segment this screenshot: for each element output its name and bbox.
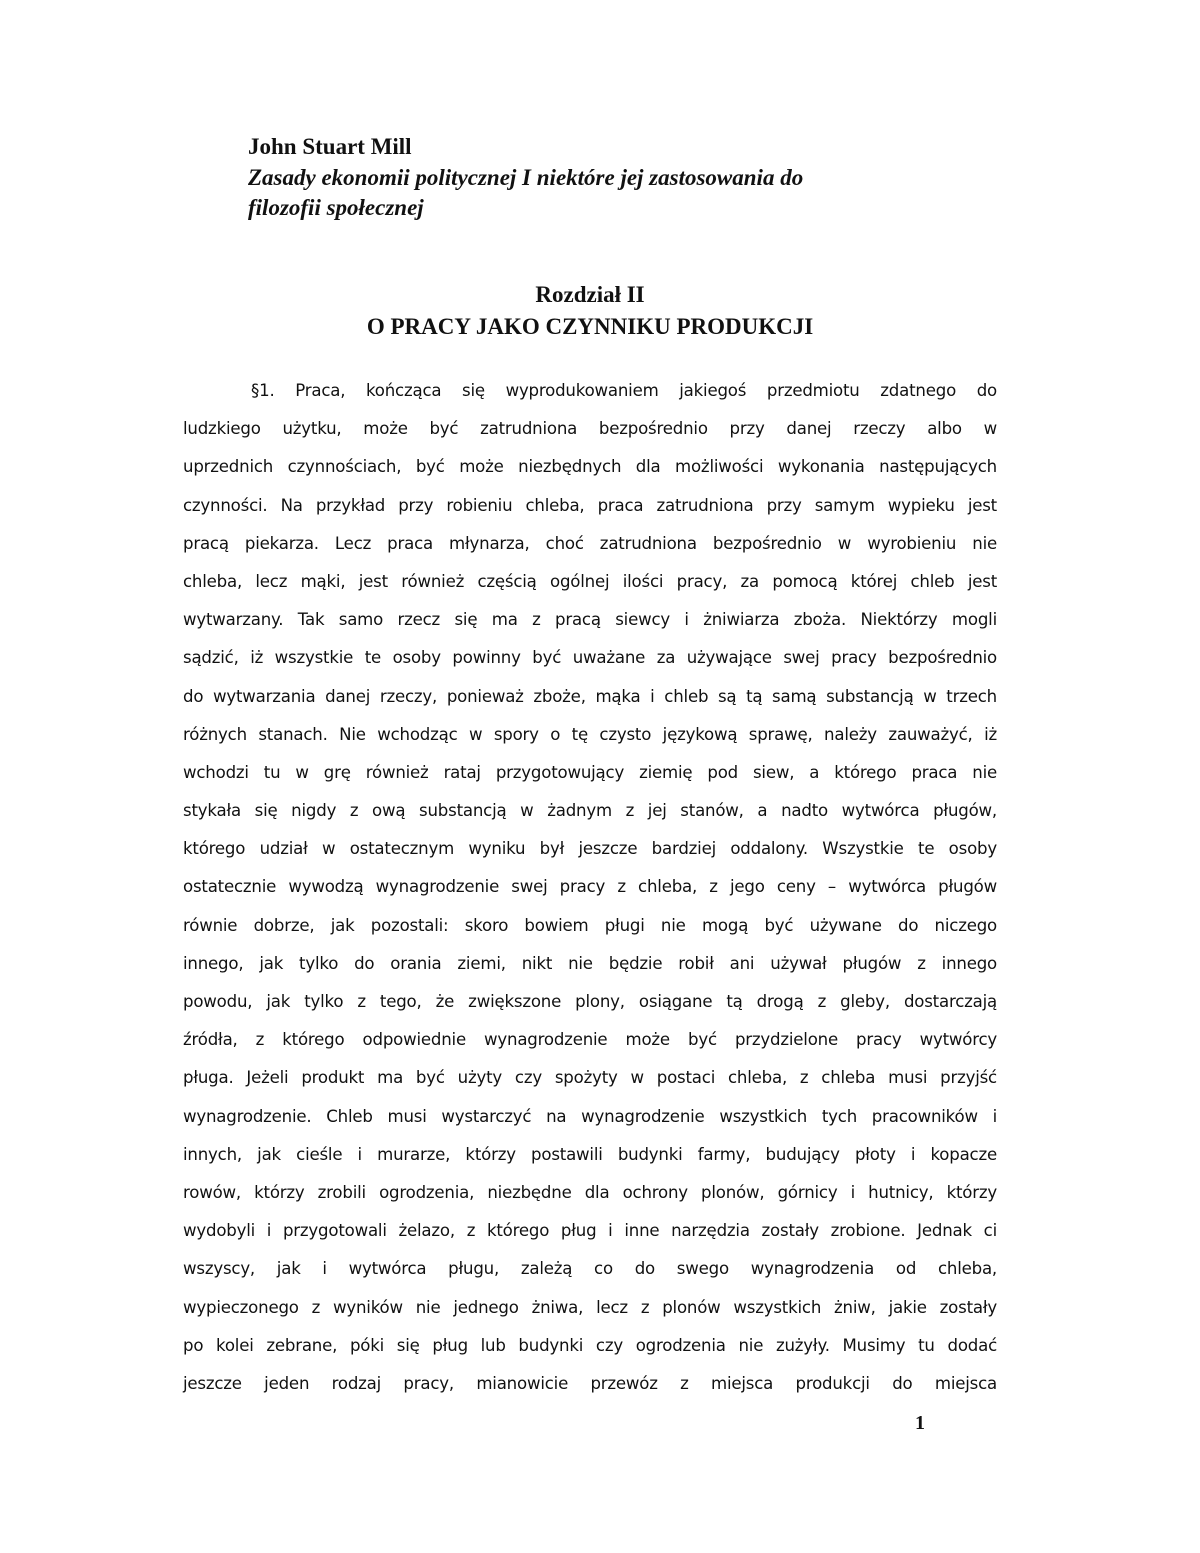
body-line: ostatecznie wywodzą wynagrodzenie swej pracy z chleba, z jego ceny – wytwórca pługów (183, 877, 997, 897)
author-name: John Stuart Mill (248, 134, 412, 159)
body-line: wytwarzany. Tak samo rzecz się ma z pracą siewcy i żniwiarza zboża. Niektórzy mogli (183, 610, 997, 630)
body-line: wszyscy, jak i wytwórca pługu, zależą co do swego wynagrodzenia od chleba, (183, 1259, 997, 1279)
body-line: §1. Praca, kończąca się wyprodukowaniem jakiegoś przedmiotu zdatnego do (251, 381, 997, 400)
book-title-line-1: Zasady ekonomii politycznej I niektóre jej zastosowania do (248, 165, 804, 190)
body-line: wynagrodzenie. Chleb musi wystarczyć na wynagrodzenie wszystkich tych pracowników i (183, 1106, 997, 1126)
body-line: różnych stanach. Nie wchodząc w spory o tę czysto językową sprawę, należy zauważyć, iż (183, 724, 997, 744)
body-line: innych, jak cieśle i murarze, którzy postawili budynki farmy, budujący płoty i kopacze (183, 1144, 997, 1164)
body-line: pracą piekarza. Lecz praca młynarza, choć zatrudniona bezpośrednio w wyrobieniu nie (183, 533, 997, 553)
chapter-number: Rozdział II (535, 282, 645, 307)
body-line: innego, jak tylko do orania ziemi, nikt nie będzie robił ani używał pługów z innego (183, 953, 997, 973)
body-paragraph (183, 372, 997, 1403)
body-line: chleba, lecz mąki, jest również częścią ogólnej ilości pracy, za pomocą której chleb jest (183, 571, 997, 591)
body-line: po kolei zebrane, póki się pług lub budynki czy ogrodzenia nie zużyły. Musimy tu dodać (183, 1335, 997, 1355)
body-line: do wytwarzania danej rzeczy, ponieważ zboże, mąka i chleb są tą samą substancją w trzech (183, 686, 997, 706)
chapter-title: O PRACY JAKO CZYNNIKU PRODUKCJI (366, 314, 814, 339)
body-line: wchodzi tu w grę również rataj przygotowujący ziemię pod siew, a którego praca nie (183, 762, 997, 782)
book-title (248, 163, 948, 223)
body-line: źródła, z którego odpowiednie wynagrodzenie może być przydzielone pracy wytwórcy (183, 1030, 997, 1050)
body-line: jeszcze jeden rodzaj pracy, mianowicie przewóz z miejsca produkcji do miejsca (183, 1373, 997, 1393)
body-line: czynności. Na przykład przy robieniu chleba, praca zatrudniona przy samym wypieku jest (183, 495, 997, 515)
body-line: stykała się nigdy z ową substancją w żadnym z jej stanów, a nadto wytwórca pługów, (183, 801, 997, 821)
page-number: 1 (915, 1412, 925, 1434)
body-line: sądzić, iż wszystkie te osoby powinny być uważane za używające swej pracy bezpośrednio (183, 648, 997, 668)
body-line: ludzkiego użytku, może być zatrudniona bezpośrednio przy danej rzeczy albo w (183, 419, 997, 439)
body-line: rowów, którzy zrobili ogrodzenia, niezbędne dla ochrony plonów, górnicy i hutnicy, którzy (183, 1182, 997, 1202)
body-line: wypieczonego z wyników nie jednego żniwa, lecz z plonów wszystkich żniw, jakie zostały (183, 1297, 997, 1317)
book-title-line-2: filozofii społecznej (248, 195, 424, 220)
body-line: równie dobrze, jak pozostali: skoro bowiem pługi nie mogą być używane do niczego (183, 915, 997, 935)
chapter-heading (180, 279, 1000, 343)
body-line: którego udział w ostatecznym wyniku był jeszcze bardziej oddalony. Wszystkie te osoby (183, 839, 997, 859)
body-line: uprzednich czynnościach, być może niezbędnych dla możliwości wykonania następujących (183, 457, 997, 477)
body-line: pługa. Jeżeli produkt ma być użyty czy spożyty w postaci chleba, z chleba musi przyjść (183, 1068, 997, 1088)
body-line: powodu, jak tylko z tego, że zwiększone plony, osiągane tą drogą z gleby, dostarczają (183, 992, 997, 1011)
body-line: wydobyli i przygotowali żelazo, z którego pług i inne narzędzia zostały zrobione. Jednak ci (183, 1221, 997, 1241)
